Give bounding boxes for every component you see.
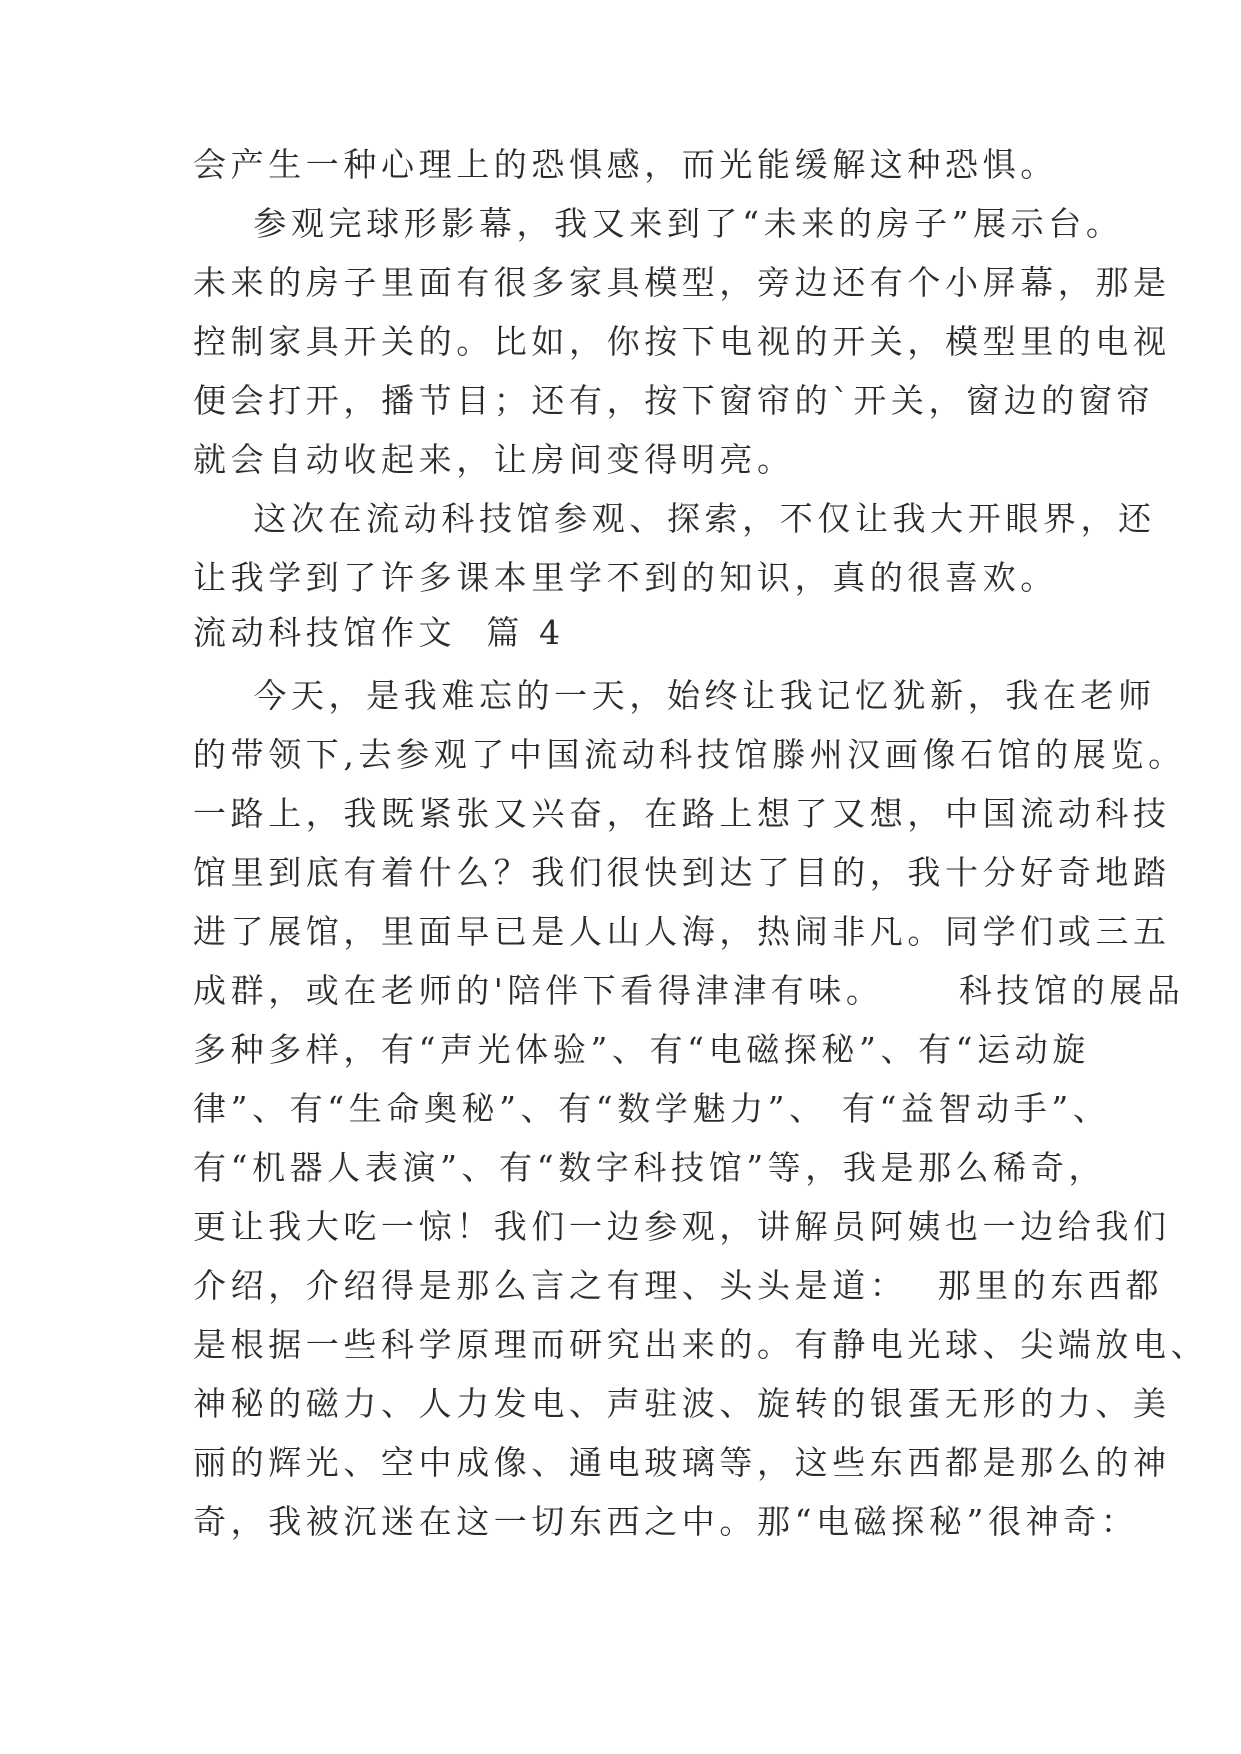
text-line: 未来的房子里面有很多家具模型，旁边还有个小屏幕，那是: [193, 263, 1171, 302]
text-line: 是根据一些科学原理而研究出来的。有静电光球、尖端放电、: [193, 1325, 1209, 1364]
text-line: 就会自动收起来，让房间变得明亮。: [193, 440, 795, 479]
text-line: 这次在流动科技馆参观、探索，不仅让我大开眼界，还: [193, 499, 1156, 538]
text-line: 今天，是我难忘的一天，始终让我记忆犹新，我在老师: [193, 676, 1156, 715]
text-line: 多种多样，有“声光体验”、有“电磁探秘”、有“运动旋: [193, 1030, 1090, 1069]
text-line: 神秘的磁力、人力发电、声驻波、旋转的银蛋无形的力、美: [193, 1384, 1171, 1423]
text-line: 参观完球形影幕，我又来到了“未来的房子”展示台。: [193, 204, 1124, 243]
text-line: 更让我大吃一惊！我们一边参观，讲解员阿姨也一边给我们: [193, 1207, 1171, 1246]
text-line: 让我学到了许多课本里学不到的知识，真的很喜欢。: [193, 558, 1058, 597]
text-line: 进了展馆，里面早已是人山人海，热闹非凡。同学们或三五: [193, 912, 1171, 951]
text-line: 控制家具开关的。比如，你按下电视的开关，模型里的电视: [193, 322, 1171, 361]
text-line: 律”、有“生命奥秘”、有“数学魅力”、 有“益智动手”、: [193, 1089, 1111, 1128]
text-line: 的带领下,去参观了中国流动科技馆滕州汉画像石馆的展览。: [193, 735, 1186, 774]
text-line: 一路上，我既紧张又兴奋，在路上想了又想，中国流动科技: [193, 794, 1171, 833]
text-line: 丽的辉光、空中成像、通电玻璃等，这些东西都是那么的神: [193, 1443, 1171, 1482]
text-line: 便会打开，播节目；还有，按下窗帘的`开关，窗边的窗帘: [193, 381, 1155, 420]
section-heading: 流动科技馆作文 篇 4: [193, 613, 565, 652]
text-line: 成群，或在老师的'陪伴下看得津津有味。 科技馆的展品: [193, 971, 1185, 1010]
text-line: 介绍，介绍得是那么言之有理、头头是道： 那里的东西都: [193, 1266, 1164, 1305]
text-line: 会产生一种心理上的恐惧感，而光能缓解这种恐惧。: [193, 145, 1058, 184]
text-line: 有“机器人表演”、有“数字科技馆”等，我是那么稀奇，: [193, 1148, 1107, 1187]
text-line: 奇，我被沉迷在这一切东西之中。那“电磁探秘”很神奇：: [193, 1502, 1139, 1541]
text-line: 馆里到底有着什么？我们很快到达了目的，我十分好奇地踏: [193, 853, 1171, 892]
